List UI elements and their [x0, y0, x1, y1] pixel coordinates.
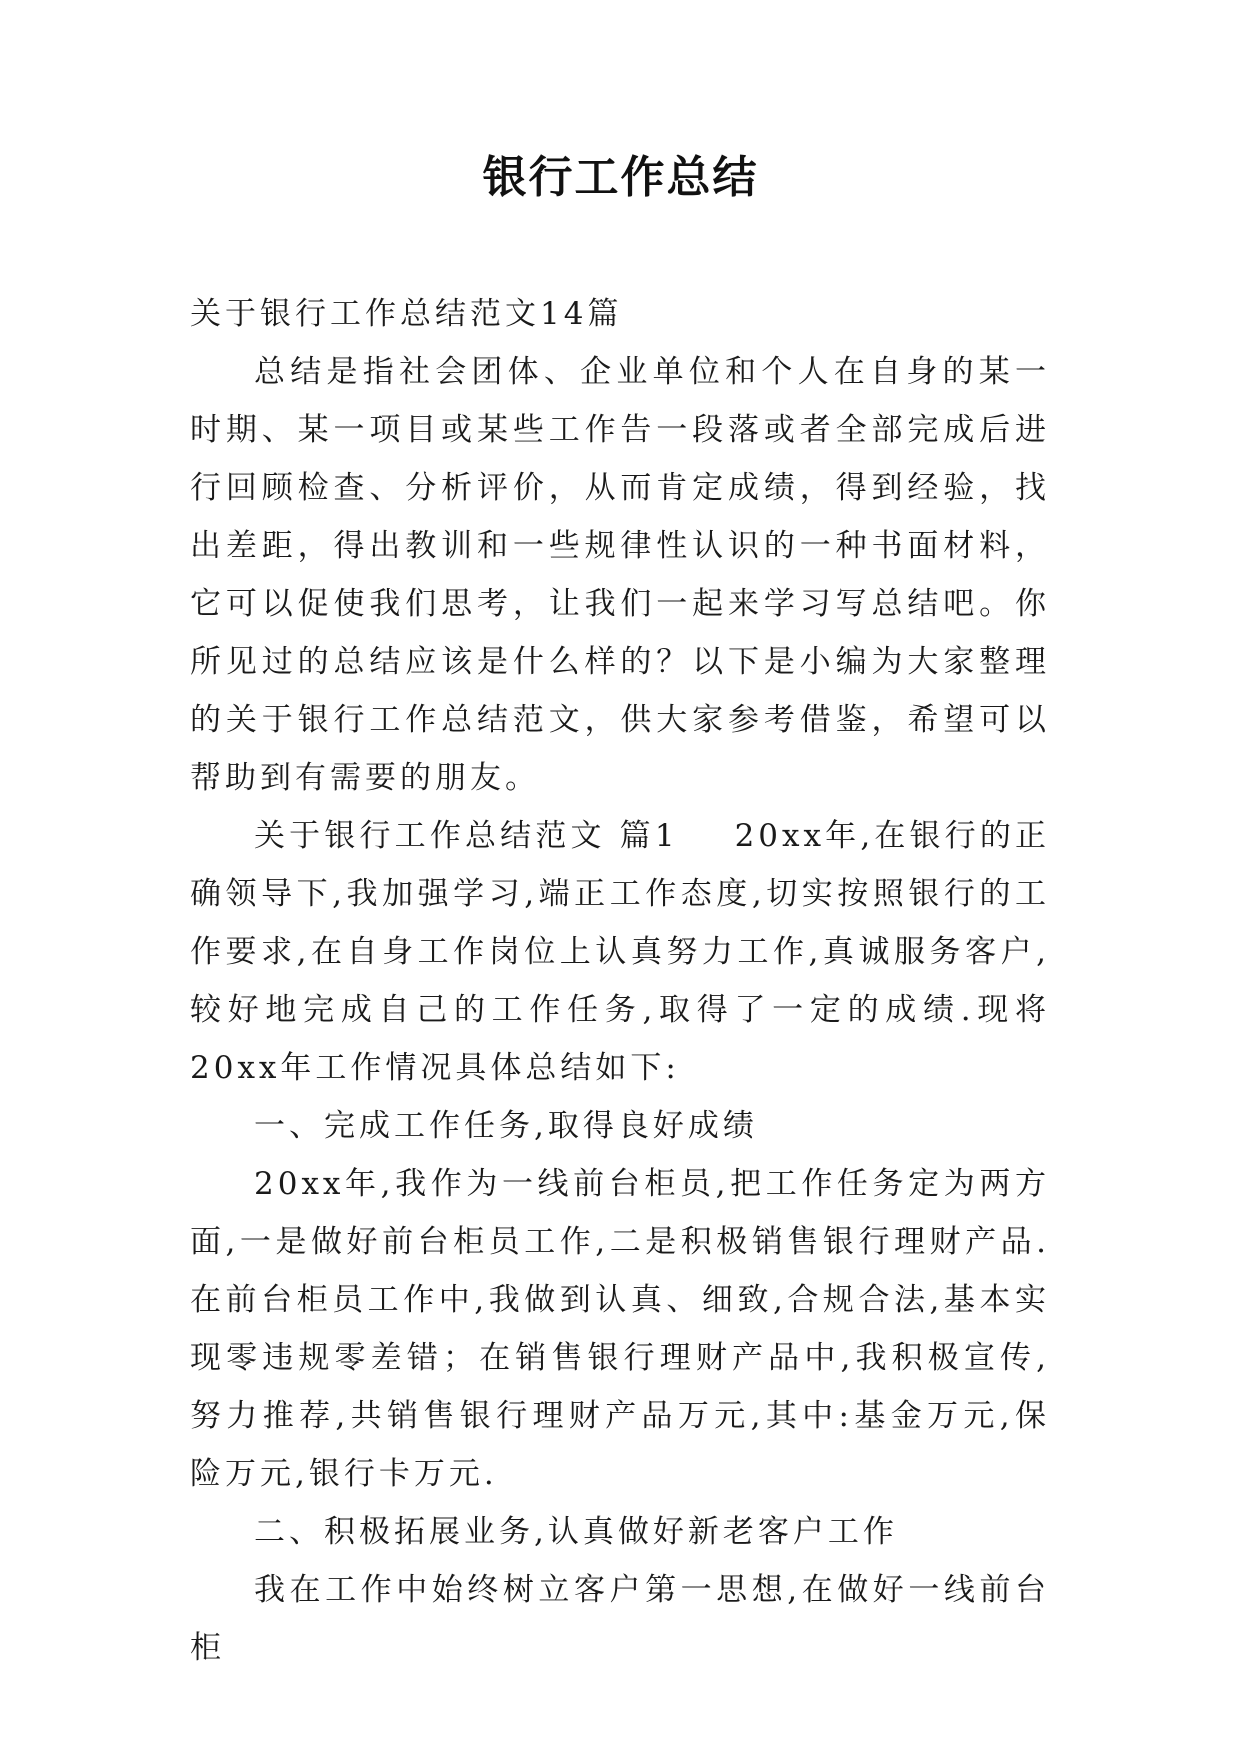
- section2-paragraph: 我在工作中始终树立客户第一思想,在做好一线前台柜: [190, 1572, 1050, 1666]
- document-title: 银行工作总结: [482, 152, 759, 203]
- piece1-heading: 关于银行工作总结范文 篇1: [254, 818, 679, 854]
- piece1-paragraph: [190, 807, 1050, 1097]
- document-body: [190, 285, 1050, 1677]
- section2-heading: 二、积极拓展业务,认真做好新老客户工作: [254, 1514, 898, 1550]
- section1-paragraph: 20xx年,我作为一线前台柜员,把工作任务定为两方面,一是做好前台柜员工作,二是积极销售银行理财产品.在前台柜员工作中,我做到认真、细致,合规合法,基本实现零违规零差错；在销售银行理财产品中,我积极宣传,努力推荐,共销售银行理财产品万元,其中:基金万元,保险万元,银行卡万元.: [190, 1166, 1050, 1492]
- document-subtitle: 关于银行工作总结范文14篇: [190, 296, 623, 332]
- intro-paragraph: 总结是指社会团体、企业单位和个人在自身的某一时期、某一项目或某些工作告一段落或者全部完成后进行回顾检查、分析评价，从而肯定成绩，得到经验，找出差距，得出教训和一些规律性认识的一种书面材料，它可以促使我们思考，让我们一起来学习写总结吧。你所见过的总结应该是什么样的？以下是小编为大家整理的关于银行工作总结范文，供大家参考借鉴，希望可以帮助到有需要的朋友。: [190, 354, 1050, 796]
- piece1-text: 20xx年,在银行的正确领导下,我加强学习,端正工作态度,切实按照银行的工作要求,在自身工作岗位上认真努力工作,真诚服务客户,较好地完成自己的工作任务,取得了一定的成绩.现将20xx年工作情况具体总结如下:: [190, 818, 1051, 1086]
- section1-heading: 一、完成工作任务,取得良好成绩: [254, 1108, 758, 1144]
